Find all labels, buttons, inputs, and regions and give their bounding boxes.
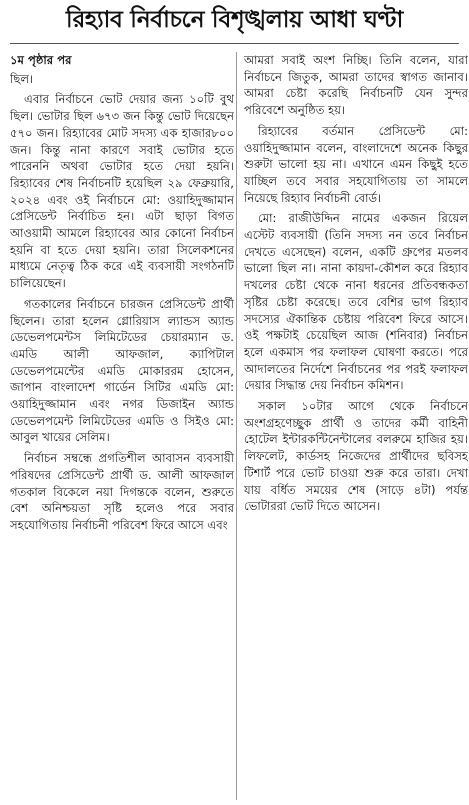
article-paragraph: নির্বাচন সম্বন্ধে প্রগতিশীল আবাসন ব্যবসায়ী পরিষদের প্রেসিডেন্ট প্রার্থী ড. আলী আফজাল গতকাল বিকেলে নয়া দিগন্তকে বলেন, শুরুতে বেশ অনিশ্চয়তা সৃষ্টি হলেও পরে সবার সহযোগিতায় নির্বাচনী পরিবেশ ফিরে আসে এবং xyxy=(10,451,234,532)
headline-rule xyxy=(10,43,459,44)
continued-from-page: ১ম পৃষ্ঠার পর xyxy=(10,53,72,67)
article-paragraph: গতকালের নির্বাচনে চারজন প্রেসিডেন্ট প্রার্থী ছিলেন। তারা হলেন গ্লোরিয়াস ল্যান্ডস অ্যান্ড ডেভেলপমেন্টস লিমিটেডের চেয়ারম্যান ড. এমডি আলী আফজাল, ক্যাপিটাল ডেভেলপমেন্টের এমডি মোকাররম হোসেন, জাপান বাংলাদেশ গার্ডেন সিটির এমডি মো: ওয়াহিদুজ্জামান এবং নগর ডিজাইন অ্যান্ড ডেভেলপমেন্ট লিমিটেডের এমডি ও সিইও মো: আবুল খায়ের সেলিম। xyxy=(10,296,234,445)
article-paragraph: রিহ্যাবের বর্তমান প্রেসিডেন্ট মো: ওয়াহিদুজ্জামান বলেন, বাংলাদেশে অনেক কিছুর শুরুটা ভালো হয় না। এখানে এমন কিছুই হতে যাচ্ছিল তবে সবার সহযোগিতায় তা সামলে নিয়েছে রিহ্যাব নির্বাচনী বোর্ড। xyxy=(244,123,468,205)
column-divider xyxy=(236,52,237,800)
article-paragraph: মো: রাজীউদ্দিন নামের একজন রিয়েল এস্টেট ব্যবসায়ী (তিনি সদস্য নন তবে নির্বাচন দেখতে এসেছেন) বলেন, একটি গ্রুপের মতলব ভালো ছিল না। নানা কায়দা-কৌশল করে রিহ্যাব দখলের চেষ্টা থেকে নানা ধরনের প্রতিবন্ধকতা সৃষ্টির চেষ্টা করেছে। তবে বেশির ভাগ রিহ্যাব সদস্যের ঐকান্তিক চেষ্টায় পরিবেশ ফিরে আসে। ওই পক্ষটাই চেয়েছিল আজ (শনিবার) নির্বাচন হলে একমাস পর ফলাফল ঘোষণা করতে। পরে আদালতের নির্দেশে নির্বাচনের পর পরই ফলাফল দেয়ার সিদ্ধান্ত দেয় নির্বাচন কমিশন। xyxy=(244,211,468,393)
headline: রিহ্যাব নির্বাচনে বিশৃঙ্খলায় আধা ঘণ্টা xyxy=(66,7,403,33)
article-paragraph: সকাল ১০টার আগে থেকে নির্বাচনে অংশগ্রহণেচ্ছুক প্রার্থী ও তাদের কর্মী বাহিনী হোটেল ইন্টারকন্টিনেন্টালের বলরুমে হাজির হয়। লিফলেট, কার্ডসহ নিজেদের প্রার্থীদের ছবিসহ টিশার্ট পরে ভোট চাওয়া শুরু করে তারা। দেখা যায় বর্ধিত সময়ের শেষ (সাড়ে ৪টা) পর্যন্ত ভোটাররা ভোট দিতে আসেন। xyxy=(244,399,468,514)
article-paragraph: এবার নির্বাচনে ভোট দেয়ার জন্য ১০টি বুথ ছিল। ভোটার ছিল ৬৭৩ জন কিন্তু ভোট দিয়েছেন ৫৭০ জন। রিহ্যাবের মোট সদস্য এক হাজার৮০০ জন। কিন্তু নানা কারণে সবাই ভোটার হতে পারেননি অথবা ভোটার হতে দেয়া হয়নি। রিহ্যাবের শেষ নির্বাচনটি হয়েছিল ২৯ ফেব্রুয়ারি, ২০২৪ এবং ওই নির্বাচনে মো: ওয়াহিদুজ্জামান প্রেসিডেন্ট নির্বাচিত হন। এটা ছাড়া বিগত আওয়ামী আমলে রিহ্যাবের আর কোনো নির্বাচন হয়নি বা হতে দেয়া হয়নি। তারা সিলেকশনের মাধ্যমে নেতৃত্ব ঠিক করে এই ব্যবসায়ী সংগঠনটি চালিয়েছেন। xyxy=(10,92,234,291)
article-paragraph: আমরা সবাই অংশ নিচ্ছি। তিনি বলেন, যারা নির্বাচনে জিতুক, আমরা তাদের স্বাগত জানাব। আমরা চেষ্টা করেছি নির্বাচনটি যেন সুন্দর পরিবেশে অনুষ্ঠিত হয়। xyxy=(244,53,468,118)
left-column xyxy=(10,52,234,804)
right-column xyxy=(244,52,468,804)
article-paragraph: ছিল। xyxy=(10,71,34,86)
